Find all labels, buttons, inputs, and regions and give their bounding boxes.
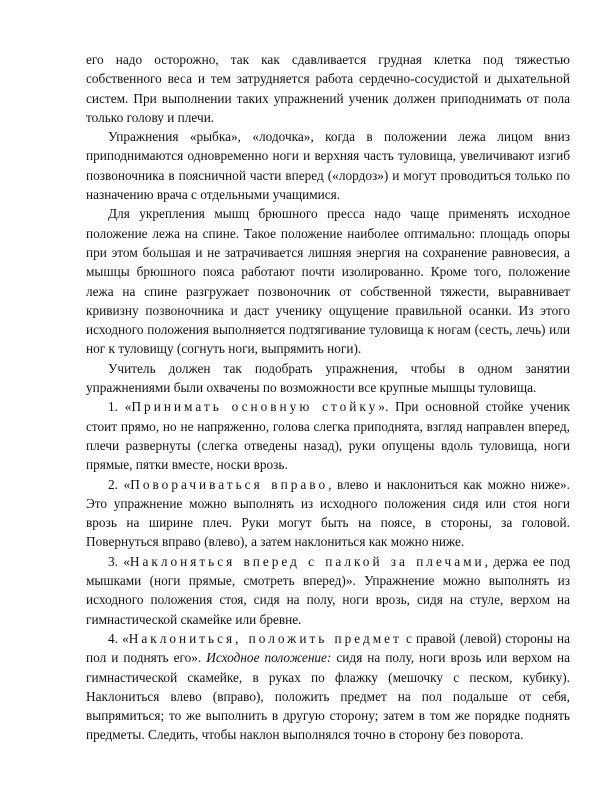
paragraph-abdominal-muscles [86, 204, 570, 358]
spaced-emphasis: Наклоняться вперед с палкой за плечами [129, 553, 485, 569]
exercise-item-2 [86, 475, 570, 552]
text-run: с правой (левой) стороны на пол и поднять его». [86, 630, 570, 666]
exercise-item-1 [86, 397, 570, 474]
paragraph-teacher-selection [86, 359, 570, 398]
text-run: 4. « [108, 630, 129, 646]
text-run: ». При основной стойке ученик стоит прямо, но не напряженно, голова слегка приподнята, взгляд направлен вперед, плечи развернуты (слегка отведены назад), руки опущены вдоль туловища, ноги прямые, пятки вместе, носки врозь. [86, 399, 570, 473]
exercise-item-4 [86, 629, 570, 745]
text-run: 1. « [108, 399, 132, 415]
italic-emphasis: Исходное положение: [206, 650, 332, 666]
text-run: Учитель должен так подобрать упражнения, чтобы в одном занятии упражнениями были охвачены по возможности все крупные мышцы туловища. [86, 360, 570, 396]
text-run: Упражнения «рыбка», «лодочка», когда в положении лежа лицом вниз приподнимаются одновременно ноги и верхняя часть туловища, увеличивают изгиб позвоночника в поясничной части вперед («лордоз») и могут проводиться только по назначению врача с отдельными учащимися. [86, 129, 570, 203]
spaced-emphasis: Поворачиваться вправо [130, 476, 329, 492]
spaced-emphasis: Наклониться, положить предмет [128, 630, 402, 646]
text-run: , держа ее под мышками (ноги прямые, смотреть вперед)». Упражнение можно выполнять из исходного положения стоя, сидя на полу, ноги врозь, сидя на стуле, верхом на гимнастической скамейке или бревне. [86, 553, 571, 627]
spaced-emphasis: Принимать основную стойку [131, 399, 379, 415]
text-run: его надо осторожно, так как сдавливается грудная клетка под тяжестью собственного веса и тем затрудняется работа сердечно-сосудистой и дыхательной систем. При выполнении таких упражнений ученик должен приподнимать от пола только голову и плечи. [86, 52, 570, 125]
text-run: 2. « [108, 476, 131, 492]
body-text [86, 50, 570, 745]
text-run: , влево и наклониться как можно ниже». Это упражнение можно выполнять из исходного положения сидя или стоя ноги врозь на ширине плеч. Руки могут быть на поясе, в стороны, за головой. Повернуться вправо (влево), а затем наклониться как можно ниже. [86, 476, 570, 550]
text-run: Для укрепления мышц брюшного пресса надо чаще применять исходное положение лежа на спине. Такое положение наиболее оптимально: площадь опоры при этом большая и не затрачивается лишняя энергия на сохранение равновесия, а мышцы брюшного пояса работают почти изолированно. Кроме того, положение лежа на спине разгружает позвоночник от собственной тяжести, выравнивает кривизну позвоночника и даст ученику ощущение правильной осанки. Из этого исходного положения выполняется подтягивание туловища к ногам (сесть, лечь) или ног к туловищу (согнуть ноги, выпрямить ноги). [86, 206, 570, 357]
exercise-item-3 [86, 552, 570, 629]
text-run: 3. « [108, 553, 130, 569]
text-run: сидя на полу, ноги врозь или верхом на гимнастической скамейке, в руках по флажку (мешочку с песком, кубику). Наклониться влево (вправо), положить предмет на пол подальше от себя, выпрямиться; то же выполнить в другую сторону; затем в том же порядке поднять предметы. Следить, чтобы наклон выполнялся точно в сторону без поворота. [86, 650, 570, 743]
paragraph-continuation [86, 50, 570, 127]
paragraph-fish-boat-exercises [86, 127, 570, 204]
